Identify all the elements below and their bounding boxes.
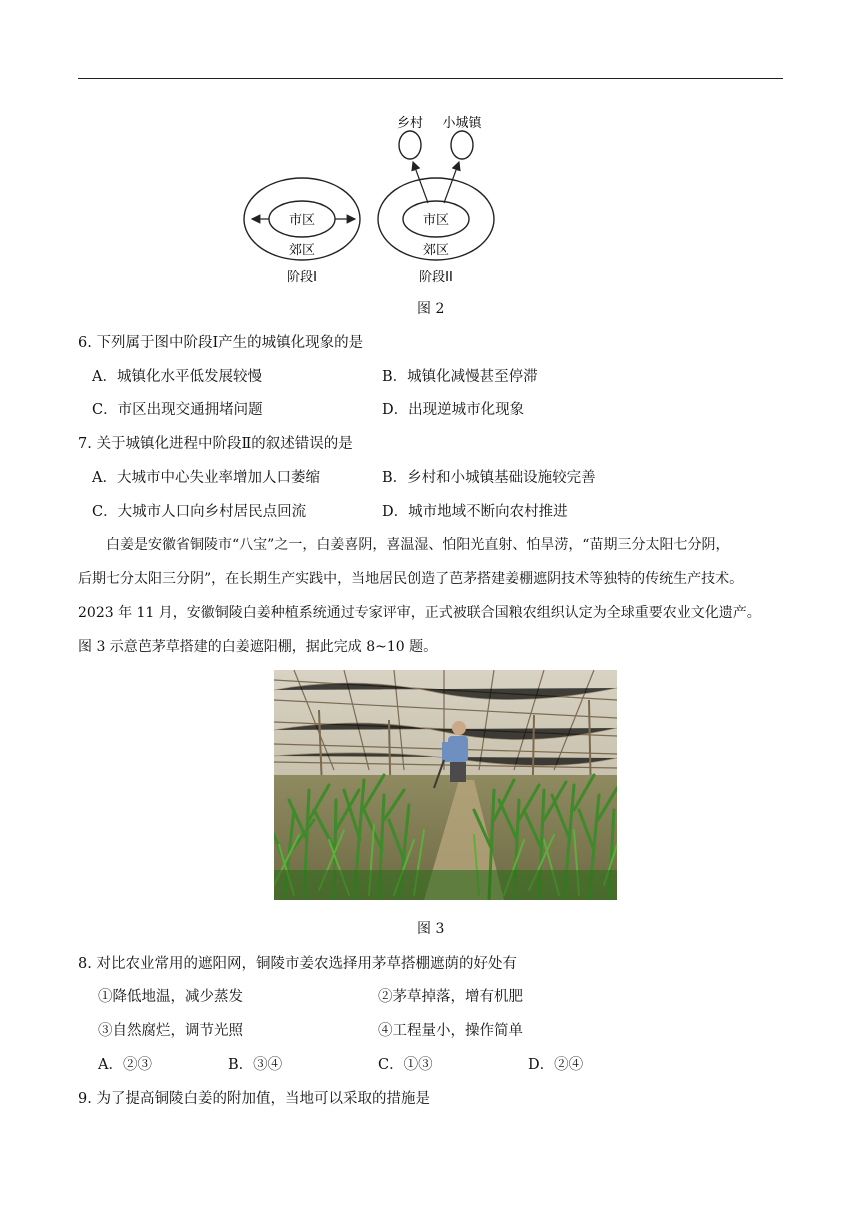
- passage-line-2: 后期七分太阳三分阴”，在长期生产实践中，当地居民创造了芭茅搭建姜棚遮阴技术等独特的传统生产技术。: [78, 571, 744, 587]
- question-9-stem: 9. 为了提高铜陵白姜的附加值，当地可以采取的措施是: [78, 1091, 430, 1107]
- q6-option-d: D．出现逆城市化现象: [382, 402, 525, 418]
- figure2-caption: 图 2: [417, 301, 445, 317]
- q8-item-2: ②茅草掉落，增有机肥: [378, 989, 523, 1005]
- q8-option-a: A．②③: [98, 1057, 152, 1073]
- q6-option-a: A．城镇化水平低发展较慢: [92, 369, 262, 385]
- q8-item-4: ④工程量小，操作简单: [378, 1023, 523, 1039]
- town-label: 小城镇: [442, 116, 482, 131]
- stage1-city-label: 市区: [288, 213, 316, 228]
- stage2-city-label: 市区: [422, 213, 450, 228]
- town-node: [451, 131, 473, 159]
- q7-option-b: B．乡村和小城镇基础设施较完善: [382, 470, 596, 486]
- q8-option-d: D．②④: [528, 1057, 584, 1073]
- question-8-stem: 8. 对比农业常用的遮阳网，铜陵市姜农选择用茅草搭棚遮荫的好处有: [78, 956, 517, 972]
- ginger-shade-shed-photo: [274, 670, 617, 900]
- stage2-label: 阶段II: [419, 270, 453, 285]
- reading-passage: [78, 528, 788, 664]
- village-label: 乡村: [396, 116, 424, 131]
- question-6-stem: 6. 下列属于图中阶段Ⅰ产生的城镇化现象的是: [78, 335, 364, 351]
- q8-option-c: C．①③: [378, 1057, 433, 1073]
- q6-option-c: C．市区出现交通拥堵问题: [92, 402, 263, 418]
- q8-item-3: ③自然腐烂，调节光照: [98, 1023, 243, 1039]
- q7-option-a: A．大城市中心失业率增加人口萎缩: [92, 470, 320, 486]
- figure3-caption: 图 3: [417, 921, 445, 937]
- q8-option-b: B．③④: [228, 1057, 283, 1073]
- passage-line-3: 2023 年 11 月，安徽铜陵白姜种植系统通过专家评审，正式被联合国粮农组织认定为全球重要农业文化遗产。: [78, 605, 761, 621]
- arrow-to-town: [444, 162, 459, 203]
- q7-option-d: D．城市地域不断向农村推进: [382, 504, 568, 520]
- stage1-label: 阶段I: [287, 270, 317, 285]
- stage1-suburb-label: 郊区: [288, 243, 316, 258]
- q8-item-1: ①降低地温，减少蒸发: [98, 989, 243, 1005]
- question-7-stem: 7. 关于城镇化进程中阶段Ⅱ的叙述错误的是: [78, 436, 353, 452]
- stage2-suburb-label: 郊区: [422, 243, 450, 258]
- q7-option-c: C．大城市人口向乡村居民点回流: [92, 504, 307, 520]
- q6-option-b: B．城镇化减慢甚至停滞: [382, 369, 538, 385]
- village-node: [399, 131, 421, 159]
- passage-line-4: 图 3 示意芭茅草搭建的白姜遮阳棚，据此完成 8~10 题。: [78, 639, 438, 655]
- passage-line-1: 白姜是安徽省铜陵市“八宝”之一，白姜喜阴，喜温湿、怕阳光直射、怕旱涝，“苗期三分太阳七分阴，: [106, 537, 730, 553]
- urbanization-stage-diagram: [230, 105, 510, 290]
- arrow-to-village: [413, 162, 428, 203]
- header-rule: [78, 78, 783, 79]
